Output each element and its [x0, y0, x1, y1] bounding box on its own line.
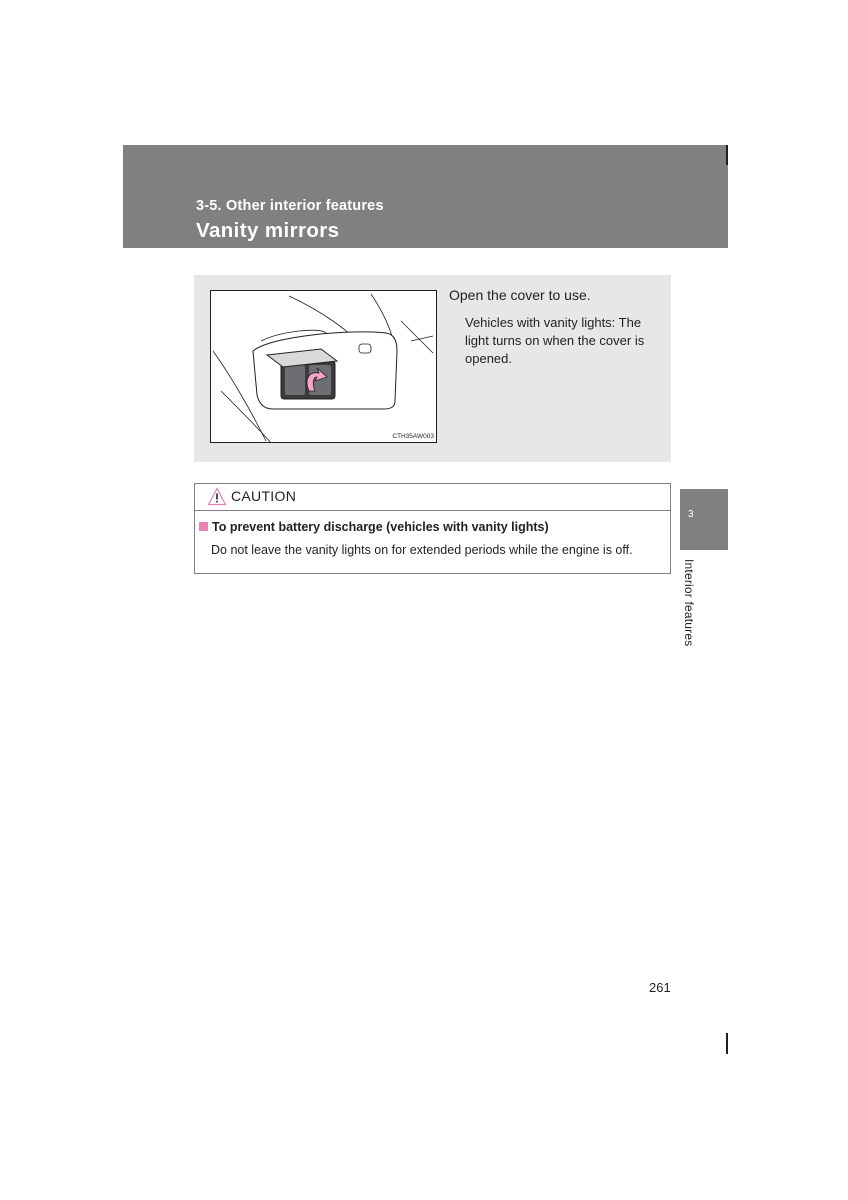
crop-mark	[726, 145, 728, 165]
crop-mark	[726, 1033, 728, 1054]
page-number: 261	[649, 980, 671, 995]
square-bullet-icon	[199, 522, 208, 531]
caution-heading	[199, 520, 549, 534]
caution-box	[194, 483, 671, 574]
caution-heading-text: To prevent battery discharge (vehicles with vanity lights)	[212, 520, 549, 534]
caution-label: CAUTION	[231, 488, 297, 504]
caution-body: Do not leave the vanity lights on for extended periods while the engine is off.	[211, 543, 633, 557]
vanity-mirror-illustration	[210, 290, 437, 443]
chapter-title: Interior features	[682, 559, 696, 647]
warning-triangle-icon	[207, 487, 227, 506]
note-text: Vehicles with vanity lights: The light turns on when the cover is opened.	[465, 315, 645, 366]
chapter-tab	[680, 489, 728, 550]
caution-header	[195, 484, 670, 511]
page-title: Vanity mirrors	[196, 219, 340, 242]
instruction-text: Open the cover to use.	[449, 287, 591, 303]
sun-visor-drawing	[211, 291, 437, 443]
illustration-code: CTH35AW003	[392, 433, 434, 440]
section-label: 3-5. Other interior features	[196, 198, 384, 214]
chapter-number: 3	[688, 509, 694, 520]
